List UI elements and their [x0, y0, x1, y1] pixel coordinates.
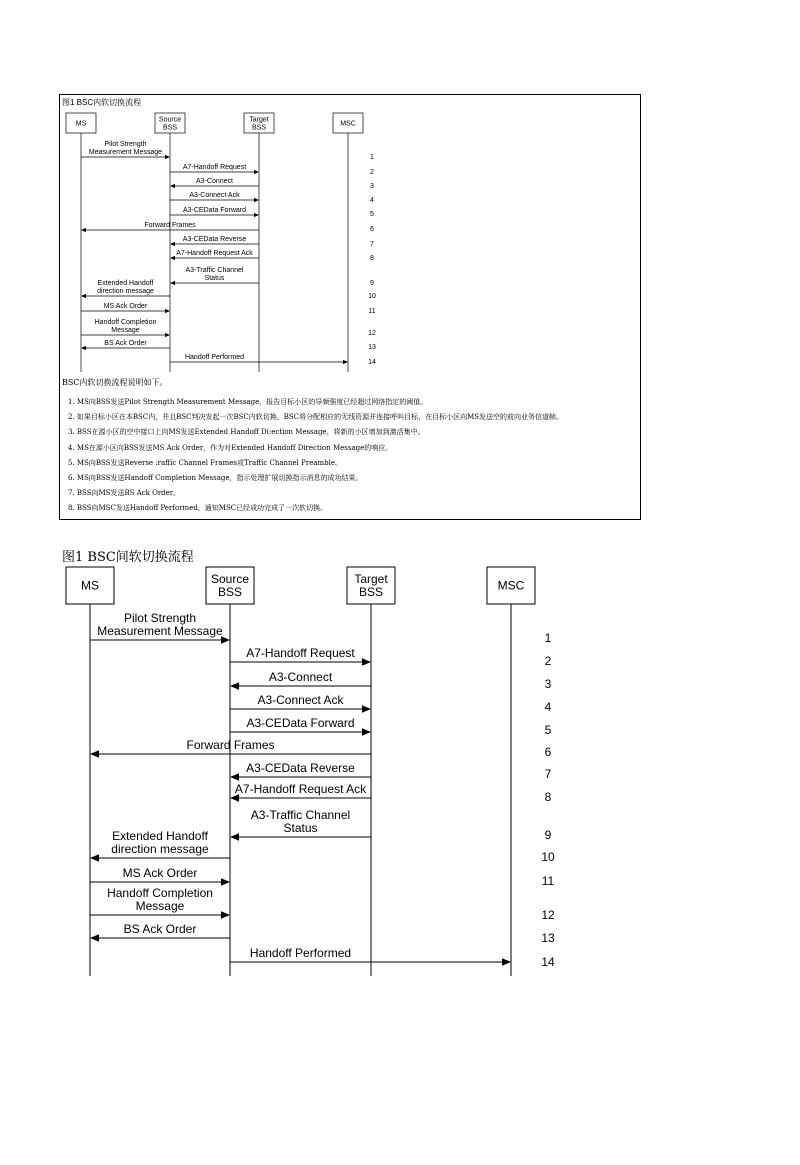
- step-number: 14: [368, 359, 376, 366]
- step-number: 9: [544, 828, 552, 842]
- step-number: 5: [370, 211, 374, 218]
- step-description: 3. BSS在源小区的空中接口上向MS发送Extended Handoff Di:ection Message，将新的小区增加到激活集中。: [68, 428, 425, 437]
- step-number: 7: [544, 767, 552, 781]
- step-number: 6: [370, 226, 374, 233]
- step-number: 9: [370, 280, 374, 287]
- step-number: 1: [370, 154, 374, 161]
- entity-label: BSS: [217, 585, 243, 600]
- message-label: A3-CEData Reverse: [182, 236, 247, 243]
- figure1-intro: BSC内软切换流程说明如下。: [62, 378, 168, 387]
- arrowhead: [362, 658, 371, 666]
- figure2-title: 图1 BSC间软切换流程: [62, 550, 194, 565]
- step-number: 4: [544, 700, 552, 714]
- step-number: 5: [544, 723, 552, 737]
- message-label: BS Ack Order: [123, 922, 197, 936]
- step-description: 8. BSS向MSC发送Handoff Performed，通知MSC已经成功完成了一次软切换。: [68, 504, 328, 513]
- step-number: 12: [368, 330, 376, 337]
- entity-label: Source: [210, 572, 250, 587]
- message-label: direction message: [97, 288, 154, 295]
- arrowhead: [90, 934, 99, 942]
- message-label: A3-Connect Ack: [257, 693, 344, 707]
- message-label: Handoff Completion: [94, 319, 157, 326]
- step-description: 4. MS在源小区向BSS发送MS Ack Order，作为对Extended Handoff Direction Message的响应。: [68, 443, 393, 452]
- entity-label: BSS: [358, 585, 384, 600]
- arrowhead: [502, 958, 511, 966]
- message-label: Status: [283, 821, 318, 835]
- step-number: 1: [544, 631, 552, 645]
- step-number: 11: [541, 874, 555, 888]
- entity-label: Target: [354, 572, 388, 587]
- step-number: 12: [541, 908, 555, 922]
- step-description: 1. MS向BSS发送Pilot Strength Measurement Message，报告目标小区的导频强度已经超过网络指定的阈值。: [68, 398, 428, 406]
- message-label: A3-Traffic Channel: [250, 808, 351, 822]
- step-number: 7: [370, 241, 374, 248]
- message-label: A7-Handoff Request Ack: [234, 782, 367, 796]
- step-number: 14: [541, 955, 555, 969]
- step-number: 13: [541, 931, 555, 945]
- step-description: 5. MS向BSS发送Reverse :raffic Channel Frames或Traffic Channel Preamble。: [68, 458, 343, 467]
- step-number: 13: [368, 344, 376, 351]
- entity-label: MSC: [340, 120, 356, 128]
- entity-label: Source: [158, 116, 182, 124]
- step-number: 11: [368, 308, 376, 315]
- step-number: 4: [370, 197, 374, 204]
- step-number: 6: [544, 745, 552, 759]
- step-number: 8: [370, 255, 374, 262]
- figure1-title: 图1 BSC内软切换流程: [62, 98, 142, 107]
- arrowhead: [221, 878, 230, 886]
- step-description: 6. MS向BSS发送Handoff Completion Message，指示处理扩展切换指示消息的成功结果。: [68, 473, 363, 482]
- message-label: A7-Handoff Request: [246, 646, 355, 660]
- message-label: A3-Connect Ack: [189, 192, 240, 199]
- message-label: A3-Traffic Channel: [185, 267, 244, 274]
- message-label: A3-CEData Forward: [246, 716, 355, 730]
- arrowhead: [230, 682, 239, 690]
- arrowhead: [221, 911, 230, 919]
- message-label: Forward Frames: [186, 738, 275, 752]
- message-label: Handoff Performed: [249, 946, 352, 960]
- message-label: Handoff Performed: [184, 354, 245, 361]
- step-description: 2. 如果目标小区在本BSC内，并且BSC判决发起一次BSC内软切换，BSC将分配相应的无线资源并连接呼叫目标，在目标小区向MS发送空的前向业务信道帧。: [68, 413, 564, 422]
- arrowhead: [230, 773, 239, 781]
- message-label: Handoff Completion: [107, 886, 213, 900]
- message-label: A7-Handoff Request: [182, 164, 247, 171]
- entity-label: MS: [75, 120, 87, 128]
- step-number: 10: [541, 850, 555, 864]
- entity-label: MS: [81, 578, 99, 593]
- step-number: 10: [368, 293, 376, 300]
- message-label: Extended Handoff: [97, 280, 154, 287]
- message-label: A3-CEData Reverse: [246, 761, 355, 775]
- message-label: A7-Handoff Request Ack: [176, 250, 253, 257]
- step-number: 2: [544, 654, 552, 668]
- entity-label: BSS: [162, 124, 178, 132]
- message-label: Measurement Message: [88, 149, 163, 156]
- message-label: Status: [204, 275, 225, 282]
- message-label: A3-Connect: [196, 178, 233, 185]
- message-label: Pilot Strength: [123, 611, 197, 625]
- entity-label: Target: [249, 116, 269, 124]
- entity-label: MSC: [497, 578, 525, 593]
- message-label: Forward Frames: [144, 222, 196, 229]
- step-description: 7. BSS向MS发送BS Ack Order。: [68, 489, 181, 498]
- arrowhead: [230, 833, 239, 841]
- message-label: direction message: [111, 842, 209, 856]
- arrowhead: [362, 705, 371, 713]
- message-label: MS Ack Order: [122, 866, 198, 880]
- entity-label: BSS: [251, 124, 267, 132]
- arrowhead: [90, 750, 99, 758]
- arrowhead: [90, 854, 99, 862]
- message-label: Message: [111, 327, 140, 334]
- step-number: 8: [544, 790, 552, 804]
- message-label: MS Ack Order: [103, 303, 148, 310]
- message-label: BS Ack Order: [104, 340, 147, 347]
- step-number: 2: [370, 169, 374, 176]
- step-number: 3: [370, 183, 374, 190]
- arrowhead: [362, 728, 371, 736]
- step-number: 3: [544, 677, 552, 691]
- message-label: A3-CEData Forward: [182, 207, 247, 214]
- message-label: Pilot Strength: [104, 141, 147, 148]
- message-label: A3-Connect: [268, 670, 333, 684]
- message-label: Extended Handoff: [112, 829, 208, 843]
- message-label: Measurement Message: [97, 624, 223, 638]
- message-label: Message: [135, 899, 185, 913]
